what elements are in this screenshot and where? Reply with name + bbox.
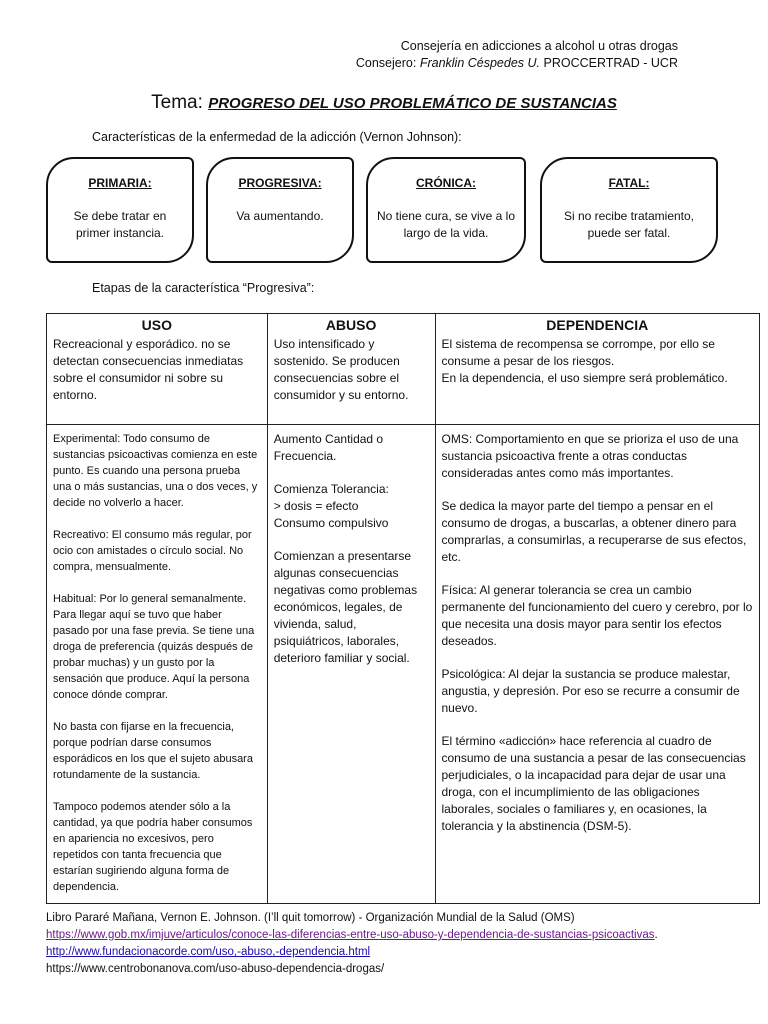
dependencia-intro: El sistema de recompensa se corrompe, por ello se consume a pesar de los riesgos. En la dependencia, el uso siempre será problemático. bbox=[435, 334, 760, 425]
box-title: FATAL: bbox=[608, 176, 650, 190]
uso-experimental: Experimental: Todo consumo de sustancias psicoactivas comienza en este punto. Es cuando una persona prueba una o más sustancias, una o dos veces, y decide no volverlo a hacer. bbox=[53, 433, 258, 509]
table-header-row bbox=[47, 314, 760, 335]
box-body: No tiene cura, se vive a lo largo de la vida. bbox=[376, 209, 516, 240]
abuso-details bbox=[267, 425, 435, 904]
link-suffix: . bbox=[654, 929, 658, 941]
header-line-1: Consejería en adicciones a alcohol u otras drogas bbox=[400, 39, 678, 53]
uso-frecuencia-note: No basta con fijarse en la frecuencia, porque podrían darse consumos esporádicos en los que el sujeto abusara rotundamente de la sustancia. bbox=[53, 721, 253, 781]
box-title: PROGRESIVA: bbox=[238, 176, 322, 190]
caracteristicas-intro: Características de la enfermedad de la adicción (Vernon Johnson): bbox=[92, 130, 462, 144]
abuso-aumento: Aumento Cantidad o Frecuencia. bbox=[273, 432, 384, 463]
reference-link-gob-mx[interactable]: https://www.gob.mx/imjuve/articulos/conoce-las-diferencias-entre-uso-abuso-y-dependencia-de-sustancias-psicoactivas bbox=[46, 929, 655, 941]
abuso-consecuencias: Comienzan a presentarse algunas consecuencias negativas como problemas económicos, legales, de vivienda, salud, psiquiátricos, laborales, deterioro familiar y social. bbox=[273, 549, 418, 665]
abuso-intro: Uso intensificado y sostenido. Se producen consecuencias sobre el consumidor y su entorno. bbox=[267, 334, 435, 425]
box-body: Si no recibe tratamiento, puede ser fatal. bbox=[563, 209, 695, 240]
box-primaria bbox=[46, 157, 194, 263]
reference-link-2-line bbox=[46, 944, 658, 961]
consejero-name: Franklin Céspedes U. bbox=[419, 56, 541, 70]
page-title bbox=[0, 92, 768, 114]
uso-habitual: Habitual: Por lo general semanalmente. Para llegar aquí se tuvo que haber pasado por una fase previa. Se tiene una droga de preferencia (quizás después de probar muchas) y un gusto por la sensación que produce. Aquí la persona conoce dónde comprar. bbox=[53, 593, 255, 701]
consejero-org: PROCCERTRAD - UCR bbox=[540, 56, 678, 70]
box-title: PRIMARIA: bbox=[88, 176, 152, 190]
header-dependencia: DEPENDENCIA bbox=[435, 314, 760, 335]
table-detail-row bbox=[47, 425, 760, 904]
uso-intro: Recreacional y esporádico. no se detectan consecuencias inmediatas sobre el consumidor ni sobre su entorno. bbox=[47, 334, 268, 425]
uso-cantidad-note: Tampoco podemos atender sólo a la cantidad, ya que podría haber consumos en apariencia no excesivos, pero repetidos con tanta frecuencia que estarían sugiriendo alguna forma de dependencia. bbox=[53, 801, 253, 893]
header-abuso: ABUSO bbox=[267, 314, 435, 335]
box-fatal bbox=[540, 157, 718, 263]
dependencia-fisica: Física: Al generar tolerancia se crea un cambio permanente del funcionamiento del cuero y cerebro, por lo que necesita una dosis mayor para sentir los efectos deseados. bbox=[441, 583, 753, 648]
dependencia-psicologica: Psicológica: Al dejar la sustancia se produce malestar, angustia, y depresión. Por eso se recurre a consumir de nuevo. bbox=[441, 667, 740, 715]
tema-title: PROGRESO DEL USO PROBLEMÁTICO DE SUSTANCIAS bbox=[208, 95, 617, 112]
etapas-intro: Etapas de la característica “Progresiva”: bbox=[92, 281, 315, 295]
reference-link-fundacionacorde[interactable]: http://www.fundacionacorde.com/uso,-abuso,-dependencia.html bbox=[46, 946, 371, 958]
consejero-label: Consejero: bbox=[355, 56, 420, 70]
uso-recreativo: Recreativo: El consumo más regular, por ocio con amistades o círculo social. No compra, mensualmente. bbox=[53, 529, 252, 573]
reference-books: Libro Pararé Mañana, Vernon E. Johnson. (I’ll quit tomorrow) - Organización Mundial de la Salud (OMS) bbox=[46, 912, 575, 924]
table-intro-row bbox=[47, 334, 760, 425]
dependencia-termino-adiccion: El término «adicción» hace referencia al cuadro de consumo de una sustancia a pesar de las consecuencias perjudiciales, o la incapacidad para dejar de usar una droga, con el incumplimiento de las obligaciones laborales, sociales o familiares y, en ocasiones, la tolerancia y la abstinencia (DSM-5). bbox=[441, 734, 746, 833]
box-body: Va aumentando. bbox=[236, 209, 324, 223]
header-uso: USO bbox=[47, 314, 268, 335]
references bbox=[46, 910, 658, 978]
box-progresiva bbox=[206, 157, 354, 263]
etapas-table bbox=[46, 313, 760, 904]
box-title: CRÓNICA: bbox=[416, 176, 476, 190]
dependencia-details bbox=[435, 425, 760, 904]
tema-label: Tema: bbox=[151, 92, 209, 113]
dependencia-tiempo: Se dedica la mayor parte del tiempo a pensar en el consumo de drogas, a buscarlas, a obtener dinero para comprarlas, a consumirlas, a recuperarse de sus efectos, etc. bbox=[441, 499, 747, 564]
header-line-2 bbox=[356, 55, 678, 72]
abuso-tolerancia: Comienza Tolerancia: > dosis = efecto Consumo compulsivo bbox=[273, 482, 389, 530]
dependencia-oms: OMS: Comportamiento en que se prioriza el uso de una sustancia psicoactiva frente a otras conductas consideradas antes como más importantes. bbox=[441, 432, 739, 480]
reference-link-3: https://www.centrobonanova.com/uso-abuso-dependencia-drogas/ bbox=[46, 963, 385, 975]
box-cronica bbox=[366, 157, 526, 263]
uso-details bbox=[47, 425, 268, 904]
box-body: Se debe tratar en primer instancia. bbox=[73, 209, 167, 240]
document-header bbox=[356, 38, 678, 72]
reference-link-1-line bbox=[46, 927, 658, 944]
